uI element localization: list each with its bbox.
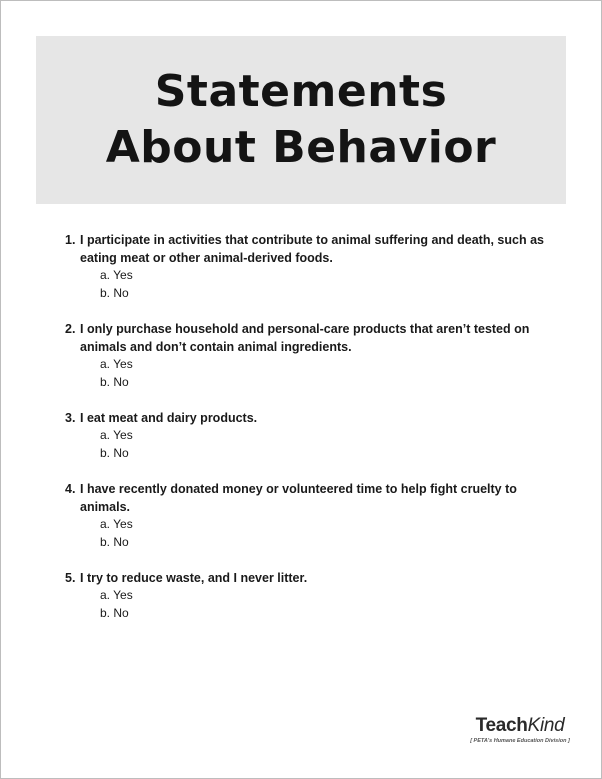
option-no[interactable]: b. No <box>100 285 129 300</box>
page-title-line-1: Statements <box>154 66 448 117</box>
question-text: I try to reduce waste, and I never litter. <box>80 571 308 585</box>
brand-teach: Teach <box>475 715 528 736</box>
page-title-line-2: About Behavior <box>105 122 497 173</box>
option-yes[interactable]: a. Yes <box>100 357 133 371</box>
question-number: 4. <box>65 482 76 496</box>
question-list <box>65 231 570 640</box>
question-4 <box>65 480 570 551</box>
question-2 <box>65 320 570 391</box>
question-text: I participate in activities that contribute to animal suffering and death, such as eating meat or other animal-derived foods. <box>80 233 544 265</box>
question-number: 3. <box>65 411 76 425</box>
title-banner <box>36 36 566 204</box>
question-statement <box>65 569 570 587</box>
option-no[interactable]: b. No <box>100 534 129 549</box>
question-statement <box>65 409 570 427</box>
question-number: 1. <box>65 233 76 247</box>
option-yes[interactable]: a. Yes <box>100 588 133 602</box>
question-statement <box>65 231 570 267</box>
teachkind-logo <box>468 715 572 745</box>
question-statement <box>65 480 570 516</box>
question-statement <box>65 320 570 356</box>
question-text: I only purchase household and personal-care products that aren’t tested on animals and don’t contain animal ingredients. <box>80 322 530 354</box>
question-text: I have recently donated money or volunteered time to help fight cruelty to animals. <box>80 482 517 514</box>
option-no[interactable]: b. No <box>100 374 129 389</box>
brand-wordmark <box>468 715 572 737</box>
question-number: 2. <box>65 322 76 336</box>
question-5 <box>65 569 570 622</box>
option-no[interactable]: b. No <box>100 445 129 460</box>
option-yes[interactable]: a. Yes <box>100 517 133 531</box>
brand-tagline: [ PETA's Humane Education Division ] <box>470 738 570 744</box>
brand-kind: Kind <box>527 715 565 736</box>
option-yes[interactable]: a. Yes <box>100 268 133 282</box>
question-number: 5. <box>65 571 76 585</box>
option-yes[interactable]: a. Yes <box>100 428 133 442</box>
question-text: I eat meat and dairy products. <box>80 411 258 425</box>
option-no[interactable]: b. No <box>100 605 129 620</box>
question-3 <box>65 409 570 462</box>
question-1 <box>65 231 570 302</box>
